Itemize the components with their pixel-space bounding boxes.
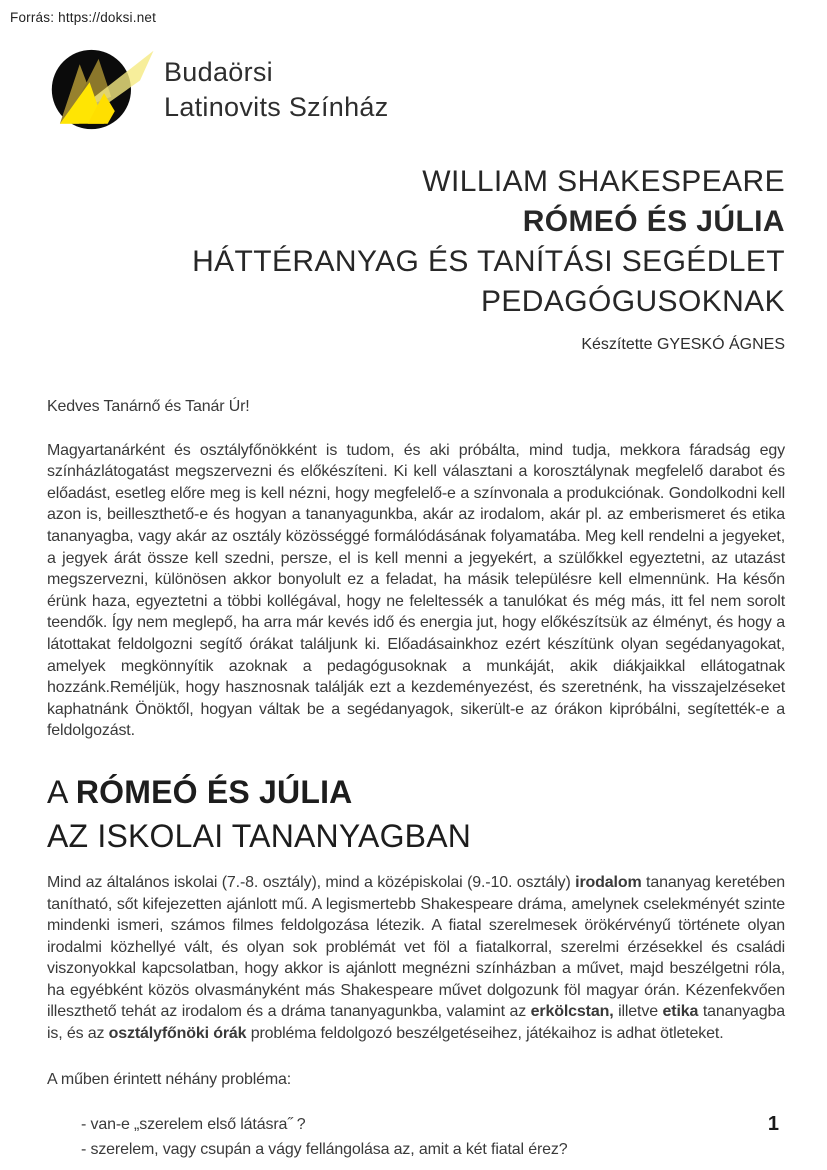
problem-item: - van-e „szerelem első látásra˝ ? <box>81 1116 306 1134</box>
section-paragraph: Mind az általános iskolai (7.-8. osztály), mind a középiskolai (9.-10. osztály) irodalom tananyag keretében tanítható, sőt kifejezetten ajánlott mű. A legismertebb Shakespeare dráma, amelynek cselekményét szinte mindenki ismeri, számos filmes feldolgozása létezik. A fiatal szerelmesek örökérvényű története olyan irodalmi közhellyé vált, és olyan sok problémát vet föl a fiatalkorral, szerelmi érzésekkel és családi viszonyokkal kapcsolatban, hogy akkor is ajánlott megnézni színházban a művet, majd beszélgetni róla, ha egyébként közös olvasmányként más Shakespeare művet dolgozunk föl magyar órán. Kézenfekvően illeszthető tehát az irodalom és a dráma tananyagunkba, valamint az erkölcstan, illetve etika tananyagba is, és az osztályfőnöki órák probléma feldolgozó beszélgetéseihez, játékaihoz is adhat ötleteket. <box>47 873 785 1043</box>
problem-item: - szerelem, vagy csupán a vágy fellángolása az, amit a két fiatal érez? <box>81 1141 568 1159</box>
title-subtitle-1: HÁTTÉRANYAG ÉS TANÍTÁSI SEGÉDLET <box>192 245 785 278</box>
letter-greeting: Kedves Tanárnő és Tanár Úr! <box>47 398 250 415</box>
theatre-logo-icon <box>50 42 158 137</box>
document-title-block <box>192 162 785 354</box>
theatre-name-line2: Latinovits Színház <box>164 91 389 122</box>
section-heading-line2: AZ ISKOLAI TANANYAGBAN <box>47 817 472 854</box>
body-column <box>47 396 785 1162</box>
theatre-logo <box>50 42 389 137</box>
theatre-name-line1: Budaörsi <box>164 56 273 87</box>
problems-list <box>47 1112 785 1162</box>
letter-body-paragraph: Magyartanárként és osztályfőnökként is tudom, és aki próbálta, mind tudja, mekkora fáradság egy színházlátogatást megszervezni és előkészíteni. Ki kell választani a korosztálynak megfelelő darabot és előadást, esetleg előre meg is kell nézni, hogy megfelelő-e a színvonala a produkciónak. Gondolkodni kell azon is, beilleszthető-e és hogyan a tananyagunkba, akár az irodalom, akár pl. az emberismeret és etika tananyagba, vagy akár az osztály közösséggé formálódásának folyamatába. Meg kell rendelni a jegyeket, a jegyek árát össze kell szedni, persze, el is kell menni a jegyekért, a szülőkkel egyeztetni, az utazást megszervezni, különösen akkor bonyolult ez a feladat, ha másik településre kell elmennünk. Ha későn érünk haza, egyeztetni a többi kollégával, hogy ne feleltessék a tanulókat és még más, itt fel nem sorolt teendők. Így nem meglepő, ha arra már kevés idő és energia jut, hogy előkészítsük az élményt, és hogy a látottakat feldolgozni segítő órákat találjunk ki. Előadásainkhoz ezért készítünk olyan segédanyagokat, amelyek megkönnyítik azoknak a pedagógusoknak a munkáját, akik diákjaikkal ellátogatnak hozzánk.Reméljük, hogy hasznosnak találják ezt a kezdeményezést, és szeretnénk, ha visszajelzéseket kaphatnánk Önöktől, hogyan váltak be a segédanyagok, sikerült-e az órákon kipróbálni, segítették-e a feldolgozást. <box>47 441 785 740</box>
section-heading-line1: A RÓMEÓ ÉS JÚLIA <box>47 773 353 810</box>
source-watermark: Forrás: https://doksi.net <box>10 10 157 25</box>
problems-intro: A műben érintett néhány probléma: <box>47 1070 292 1088</box>
title-subtitle-2: PEDAGÓGUSOKNAK <box>480 285 785 318</box>
theatre-name <box>164 55 389 125</box>
title-byline: Készítette GYESKÓ ÁGNES <box>581 336 785 353</box>
page-number: 1 <box>767 1113 779 1135</box>
title-work: RÓMEÓ ÉS JÚLIA <box>522 205 785 238</box>
section-heading <box>47 770 785 858</box>
title-author: WILLIAM SHAKESPEARE <box>422 165 785 198</box>
